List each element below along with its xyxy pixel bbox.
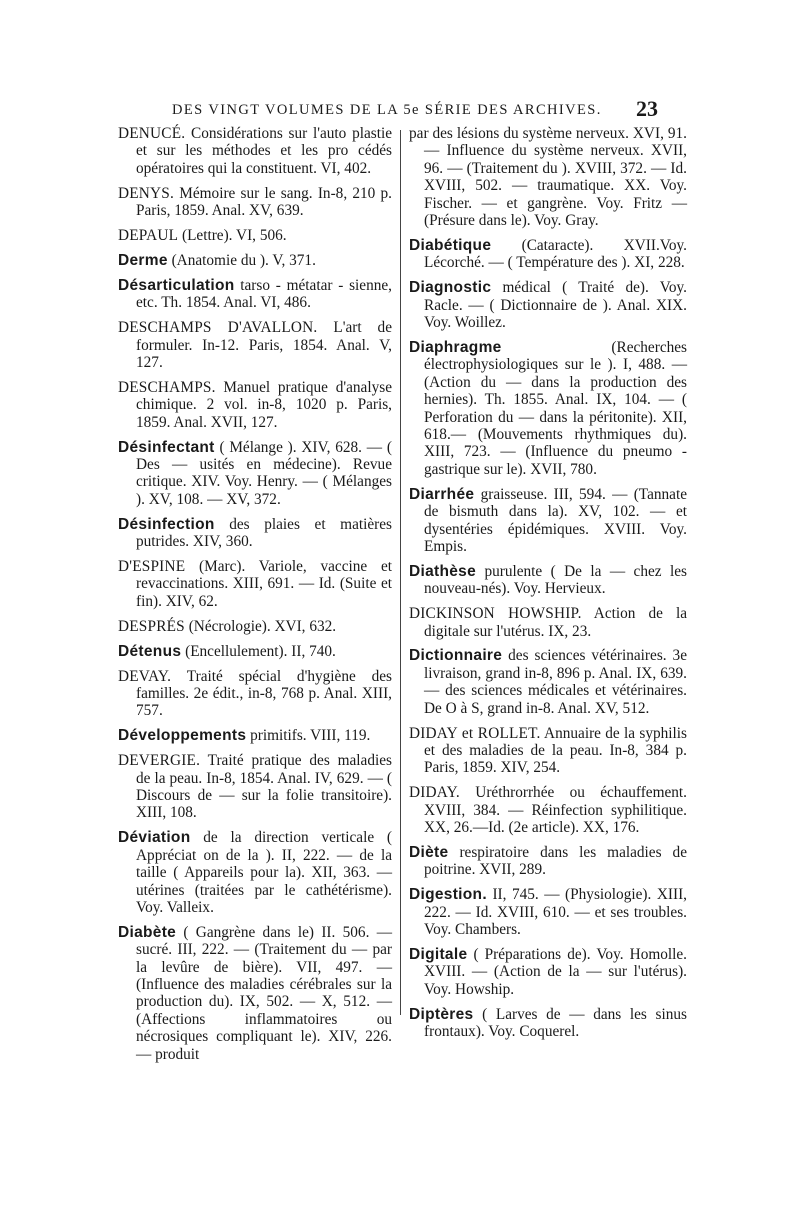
entry-text: graisseuse. III, 594. — (Tannate de bismuth dans la). XV, 102. — et dysentéries épidémiques. XVIII. Voy. Empis. xyxy=(424,485,687,555)
index-entry xyxy=(118,829,392,916)
entry-headword: DESCHAMPS D'AVALLON. xyxy=(118,319,318,337)
entry-text: (Marc). Variole, vaccine et revaccinations. XIII, 691. — Id. (Suite et fin). XIV, 62. xyxy=(136,558,392,610)
entry-headword: DENYS. xyxy=(118,184,175,202)
entry-headword: DEVAY. xyxy=(118,667,172,685)
entry-text: ( Mélange ). XIV, 628. — ( Des — usités en médecine). Revue critique. XIV. Voy. Henry. — ( Mélanges ). XV, 108. — XV, 372. xyxy=(136,438,392,508)
index-entry xyxy=(118,516,392,551)
entry-text: de la direction verticale ( Appréciat on de la ). II, 222. — de la taille ( Appareils pour la). XII, 363. — utérines (traitées par le cathétérisme). Voy. Valleix. xyxy=(136,829,393,916)
index-entry xyxy=(409,725,687,777)
index-entry xyxy=(118,185,392,220)
entry-headword: Diète xyxy=(409,844,449,862)
entry-text: des sciences vétérinaires. 3e livraison, grand in-8, 896 p. Anal. IX, 639. — des sciences médicales et vétérinaires. De O à S, grand in-8. Anal. XV, 512. xyxy=(424,647,687,717)
entry-text: purulente ( De la — chez les nouveau-nés). Voy. Hervieux. xyxy=(424,562,687,598)
entry-text: Traité spécial d'hygiène des familles. 2e édit., in-8, 768 p. Anal. XIII, 757. xyxy=(136,667,392,720)
index-entry xyxy=(409,1006,687,1041)
index-entry xyxy=(118,643,392,660)
entry-headword: Désinfection xyxy=(118,515,215,533)
entry-headword: D'ESPINE xyxy=(118,558,186,576)
index-entry xyxy=(118,727,392,744)
entry-text: respiratoire dans les maladies de poitrine. XVII, 289. xyxy=(424,844,687,879)
entry-text: par des lésions du système nerveux. XVI, 91. — Influence du système nerveux. XVII, 96. — (Traitement du ). XVIII, 372. — Id. XVIII, 502. — traumatique. XX. Voy. Fischer. — et gangrène. Voy. Fritz — (Présure dans le). Voy. Gray. xyxy=(409,125,687,230)
page-header xyxy=(162,96,658,120)
entry-headword: Diathèse xyxy=(409,562,477,580)
entry-text: L'art de formuler. In-12. Paris, 1854. Anal. V, 127. xyxy=(136,319,392,371)
index-entry xyxy=(409,647,687,717)
entry-text: (Encellulement). II, 740. xyxy=(185,642,336,660)
index-entry xyxy=(118,558,392,610)
entry-text: II, 745. — (Physiologie). XIII, 222. — Id. XVIII, 610. — et ses troubles. Voy. Chambers. xyxy=(424,886,687,939)
entry-text: Considérations sur l'auto plastie et sur les méthodes et les pro cédés opératoires qui la constituent. VI, 402. xyxy=(136,125,392,177)
index-entry xyxy=(118,277,392,312)
page-number: 23 xyxy=(636,96,658,121)
entry-headword: DIDAY. xyxy=(409,784,460,802)
entry-text: ( Préparations de). Voy. Homolle. XVIII. — (Action de la — sur l'utérus). Voy. Howship. xyxy=(424,946,687,998)
index-entry xyxy=(118,319,392,371)
entry-headword: Déviation xyxy=(118,829,191,847)
entry-headword: Derme xyxy=(118,251,168,269)
index-entry xyxy=(118,439,392,509)
column-divider xyxy=(400,130,401,1015)
entry-text: Manuel pratique d'analyse chimique. 2 vol. in-8, 1020 p. Paris, 1859. Anal. XVII, 127. xyxy=(136,378,392,431)
entry-headword: Désarticulation xyxy=(118,276,235,294)
entry-text: Mémoire sur le sang. In-8, 210 p. Paris, 1859. Anal. XV, 639. xyxy=(136,184,393,220)
entry-headword: Diabétique xyxy=(409,236,492,254)
entry-text: Traité pratique des maladies de la peau. In-8, 1854. Anal. IV, 629. — ( Discours de — sur la folie transitoire). XIII, 108. xyxy=(136,752,392,822)
entry-text: ( Larves de — dans les sinus frontaux). Voy. Coquerel. xyxy=(424,1005,687,1041)
index-entry xyxy=(118,125,392,177)
index-entry xyxy=(409,563,687,598)
entry-text: (Lettre). VI, 506. xyxy=(181,227,287,245)
entry-headword: Détenus xyxy=(118,642,182,660)
entry-headword: DICKINSON HOWSHIP. xyxy=(409,605,582,623)
entry-headword: Diptères xyxy=(409,1005,474,1023)
entry-text: ( Gangrène dans le) II. 506. — sucré. III, 222. — (Traitement du — par la levûre de bière). VII, 497. — (Influence des maladies cérébrales sur la production du). IX, 502. — X, 512. — (Affections inflammatoires ou nécrosiques compliquant le). XIV, 226. — produit xyxy=(136,923,393,1063)
entry-headword: DESCHAMPS. xyxy=(118,378,216,396)
entry-headword: DEPAUL xyxy=(118,227,179,245)
entry-headword: DENUCÉ. xyxy=(118,125,186,142)
index-entry xyxy=(118,924,392,1063)
entry-text: des plaies et matières putrides. XIV, 360. xyxy=(136,515,392,551)
running-title: DES VINGT VOLUMES DE LA 5e SÉRIE DES ARCHIVES. xyxy=(172,102,602,118)
entry-text: médical ( Traité de). Voy. Racle. — ( Dictionnaire de ). Anal. XIX. Voy. Woillez. xyxy=(424,279,688,332)
index-entry xyxy=(409,237,687,272)
index-entry xyxy=(409,279,687,331)
entry-headword: Diagnostic xyxy=(409,279,492,297)
entry-text: (Nécrologie). XVI, 632. xyxy=(188,617,337,635)
index-entry xyxy=(118,379,392,431)
entry-headword: Diabète xyxy=(118,923,177,941)
entry-headword: Diarrhée xyxy=(409,485,475,503)
entry-text: (Anatomie du ). V, 371. xyxy=(171,251,316,269)
left-column xyxy=(118,125,392,1071)
index-entry xyxy=(409,125,687,229)
entry-headword: DEVERGIE. xyxy=(118,752,201,770)
entry-headword: DIDAY et ROLLET. xyxy=(409,724,541,742)
right-column xyxy=(409,125,687,1048)
index-entry xyxy=(409,339,687,478)
entry-text: Annuaire de la syphilis et des maladies de la peau. In-8, 384 p. Paris, 1859. XIV, 254. xyxy=(424,724,688,777)
entry-headword: Développements xyxy=(118,727,247,745)
index-entry xyxy=(409,605,687,640)
entry-text: (Cataracte). XVII.Voy. Lécorché. — ( Température des ). XI, 228. xyxy=(424,236,688,272)
index-entry xyxy=(118,752,392,822)
index-entry xyxy=(118,227,392,244)
index-entry xyxy=(409,844,687,879)
entry-headword: Désinfectant xyxy=(118,438,215,456)
entry-text: tarso - métatar - sienne, etc. Th. 1854. Anal. VI, 486. xyxy=(136,276,392,312)
entry-headword: Digestion. xyxy=(409,886,487,904)
index-entry xyxy=(409,784,687,836)
entry-headword: Dictionnaire xyxy=(409,647,503,665)
entry-headword: Digitale xyxy=(409,946,468,964)
entry-text: Action de la digitale sur l'utérus. IX, 23. xyxy=(424,605,687,640)
entry-headword: DESPRÉS xyxy=(118,617,185,635)
entry-text: (Recherches électrophysiologiques sur le ). I, 488. — (Action du — dans la production des hernies). Th. 1855. Anal. IX, 104. — ( Perforation du — dans la péritonite). XII, 618.— (Mouvements rhythmiques du). XIII, 723. — (Influence du pneumo - gastrique sur le). XVII, 780. xyxy=(424,338,687,478)
index-entry xyxy=(118,618,392,635)
entry-text: primitifs. VIII, 119. xyxy=(250,727,371,745)
index-entry xyxy=(118,668,392,720)
entry-headword: Diaphragme xyxy=(409,338,502,356)
index-entry xyxy=(409,486,687,556)
entry-text: Uréthrorrhée ou échauffement. XVIII, 384. — Réinfection syphilitique. XX, 26.—Id. (2e article). XX, 176. xyxy=(424,784,688,837)
index-entry xyxy=(118,252,392,269)
index-entry xyxy=(409,886,687,938)
index-entry xyxy=(409,946,687,998)
